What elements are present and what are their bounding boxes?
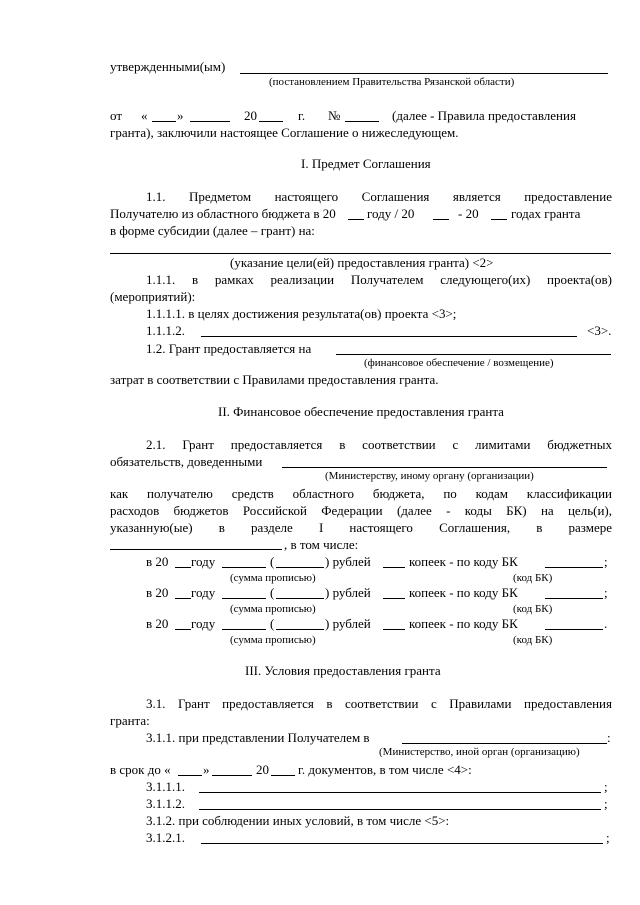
s1-1-1-1: 1.1.1.1. в целях достижения результата(ов) проекта <3>;	[146, 306, 457, 321]
s1-1-line1: 1.1. Предметом настоящего Соглашения является предоставление	[146, 189, 612, 204]
date-year: 20	[244, 108, 257, 123]
approved-by-caption: (постановлением Правительства Рязанской области)	[269, 76, 515, 88]
s3-1-1-line2d: г. документов, в том числе <4>:	[298, 762, 472, 777]
year-row-end: ;	[604, 554, 608, 569]
s3-1-1-1-end: ;	[604, 779, 608, 794]
year-row-e: копеек - по коду БК	[409, 616, 518, 631]
s2-1-caption: (Министерству, иному органу (организации)	[325, 470, 534, 482]
year-row-a: в 20	[146, 585, 169, 600]
s3-month-blank	[212, 775, 252, 776]
date-rest: (далее - Правила предоставления	[392, 108, 576, 123]
year-row-code-blank	[545, 567, 603, 568]
s1-1-line2d: годах гранта	[511, 206, 581, 221]
date-num: №	[328, 108, 341, 123]
s1-1-line3: в форме субсидии (далее – грант) на:	[110, 223, 315, 238]
year-row-a: в 20	[146, 616, 169, 631]
s2-1-line5: указанную(ые) в разделе I настоящего Соглашения, в размере	[110, 520, 612, 535]
amount-blank	[110, 549, 282, 550]
s3-day-blank	[178, 775, 202, 776]
year-row-cap-sum: (сумма прописью)	[230, 634, 316, 646]
year-row-sum-blank	[222, 629, 266, 630]
year-blank-1	[348, 219, 364, 220]
year-row-kop-blank	[383, 567, 405, 568]
s3-1-1-caption: (Министерство, иной орган (организацию)	[379, 746, 580, 758]
year-row-sum-blank	[222, 598, 266, 599]
year-row-year-blank	[175, 598, 191, 599]
s3-1-line2: гранта:	[110, 713, 150, 728]
s2-1-line4: расходов бюджетов Российской Федерации (далее - коды БК) на цель(и),	[110, 503, 612, 518]
year-row-kop-blank	[383, 629, 405, 630]
approved-by-label: утвержденными(ым)	[110, 59, 226, 74]
s1-2-cont: затрат в соответствии с Правилами предоставления гранта.	[110, 372, 439, 387]
year-row-e: копеек - по коду БК	[409, 554, 518, 569]
s1-2-caption: (финансовое обеспечение / возмещение)	[364, 357, 554, 369]
year-row-cap-code: (код БК)	[513, 603, 553, 615]
goal-caption: (указание цели(ей) предоставления гранта) <2>	[230, 255, 494, 270]
year-row-sum-words-blank	[276, 567, 324, 568]
year-row-sum-words-blank	[276, 629, 324, 630]
year-row-d: ) рублей	[325, 616, 371, 631]
s1-1-line2c: - 20	[458, 206, 479, 221]
s1-1-line2b: году / 20	[367, 206, 415, 221]
year-row-year-blank	[175, 629, 191, 630]
s3-1-1-2: 3.1.1.2.	[146, 796, 185, 811]
s1-1-1-2-label: 1.1.1.2.	[146, 323, 185, 338]
year-row-cap-code: (код БК)	[513, 572, 553, 584]
intro-line2: гранта), заключили настоящее Соглашение о нижеследующем.	[110, 125, 459, 140]
year-row-cap-sum: (сумма прописью)	[230, 572, 316, 584]
goal-line	[110, 253, 611, 254]
date-g: г.	[298, 108, 306, 123]
day-blank	[152, 121, 176, 122]
s1-1-1-2-line	[201, 336, 577, 337]
section-1-title: I. Предмет Соглашения	[301, 156, 431, 171]
s3-1-2: 3.1.2. при соблюдении иных условий, в том числе <5>:	[146, 813, 450, 828]
s3-1-1-line2a: в срок до «	[110, 762, 171, 777]
year-row-code-blank	[545, 598, 603, 599]
year-row-cap-sum: (сумма прописью)	[230, 603, 316, 615]
s2-1-line6-end: , в том числе:	[284, 537, 359, 552]
date-quote-close: »	[177, 108, 184, 123]
s3-year-blank	[271, 775, 295, 776]
s3-1-2-1: 3.1.2.1.	[146, 830, 185, 845]
month-blank	[190, 121, 230, 122]
s3-1-1-1-line	[199, 792, 601, 793]
s3-1-1-end: :	[607, 730, 611, 745]
s1-1-1-line2: (мероприятий):	[110, 289, 196, 304]
date-ot: от	[110, 108, 123, 123]
s2-1-line3: как получателю средств областного бюджета, по кодам классификации	[110, 486, 612, 501]
year-blank-2	[433, 219, 449, 220]
year-row-a: в 20	[146, 554, 169, 569]
year-row-c: (	[270, 585, 275, 600]
s2-1-line2-label: обязательств, доведенными	[110, 454, 263, 469]
year-row-b: году	[191, 616, 216, 631]
s2-1-line1: 2.1. Грант предоставляется в соответствии с лимитами бюджетных	[146, 437, 612, 452]
date-quote-open: «	[141, 108, 148, 123]
s3-1-1-2-end: ;	[604, 796, 608, 811]
year-row-b: году	[191, 554, 216, 569]
s3-1-1-label: 3.1.1. при представлении Получателем в	[146, 730, 370, 745]
s3-1-1-1: 3.1.1.1.	[146, 779, 185, 794]
year-row-e: копеек - по коду БК	[409, 585, 518, 600]
year-row-end: .	[604, 616, 608, 631]
year-row-end: ;	[604, 585, 608, 600]
year-row-code-blank	[545, 629, 603, 630]
number-blank	[345, 121, 379, 122]
s3-1-2-1-end: ;	[606, 830, 610, 845]
year-row-b: году	[191, 585, 216, 600]
year-row-c: (	[270, 616, 275, 631]
s1-1-1-line1: 1.1.1. в рамках реализации Получателем следующего(их) проекта(ов)	[146, 272, 612, 287]
s1-1-1-2-end: <3>.	[587, 323, 612, 338]
year-row-sum-words-blank	[276, 598, 324, 599]
year-blank	[259, 121, 283, 122]
s3-1-1-line2b: »	[203, 762, 210, 777]
s1-1-line2a: Получателю из областного бюджета в 20	[110, 206, 336, 221]
s3-1-line1: 3.1. Грант предоставляется в соответствии с Правилами предоставления	[146, 696, 612, 711]
year-row-d: ) рублей	[325, 554, 371, 569]
s3-1-1-line2c: 20	[256, 762, 269, 777]
s1-2-label: 1.2. Грант предоставляется на	[146, 341, 312, 356]
year-row-d: ) рублей	[325, 585, 371, 600]
s3-1-2-1-line	[201, 843, 603, 844]
year-row-sum-blank	[222, 567, 266, 568]
year-row-kop-blank	[383, 598, 405, 599]
year-row-cap-code: (код БК)	[513, 634, 553, 646]
year-row-year-blank	[175, 567, 191, 568]
section-3-title: III. Условия предоставления гранта	[245, 663, 441, 678]
year-row-c: (	[270, 554, 275, 569]
section-2-title: II. Финансовое обеспечение предоставления гранта	[218, 404, 504, 419]
s3-1-1-2-line	[199, 809, 601, 810]
year-blank-3	[491, 219, 507, 220]
